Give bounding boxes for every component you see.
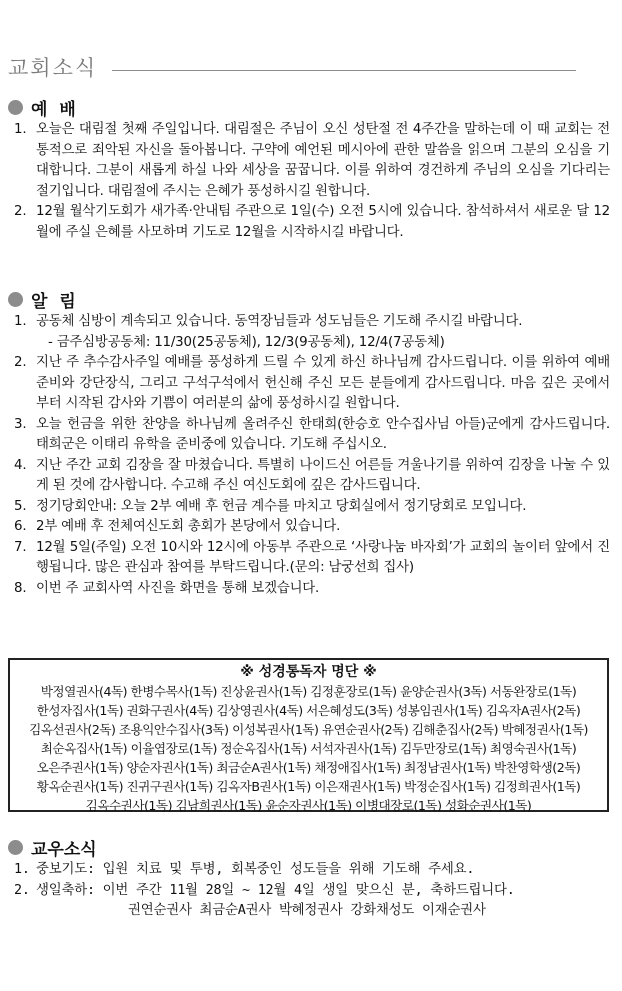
list-item	[8, 353, 614, 415]
list-item	[8, 860, 614, 881]
list-item	[8, 312, 614, 353]
worship-list	[8, 120, 614, 243]
item-number: 2.	[14, 882, 30, 898]
item-number: 7.	[14, 539, 27, 555]
worship-title: 예 배	[31, 99, 79, 120]
item-text: 중보기도: 입원 치료 및 투병, 회복중인 성도들을 위해 기도해 주세요.	[36, 862, 475, 877]
worship-section	[8, 96, 614, 243]
item-text: 정기당회안내: 오늘 2부 예배 후 헌금 계수를 마치고 당회실에서 정기당회로 모입니다.	[36, 498, 527, 514]
roster-line: 황옥순권사(1독) 진귀구권사(1독) 김옥자B권사(1독) 이은재권사(1독) 박정순집사(1독) 김정희권사(1독)	[36, 779, 581, 794]
circle-bullet-icon	[8, 292, 23, 307]
list-item	[8, 881, 614, 922]
members-section	[8, 836, 614, 922]
item-number: 5.	[14, 498, 27, 514]
item-number: 1.	[14, 314, 27, 329]
roster-line: 박정열권사(4독) 한병수목사(1독) 진상윤권사(1독) 김정훈장로(1독) 윤양순권사(3독) 서동완장로(1독)	[40, 684, 577, 699]
roster-line: 최순옥집사(1독) 이율엽장로(1독) 정순옥집사(1독) 서석자권사(1독) 김두만장로(1독) 최영숙권사(1독)	[40, 741, 577, 756]
visit-schedule: - 금주심방공동체: 11/30(25공동체), 12/3(9공동체), 12/4(7공동체)	[48, 334, 445, 350]
title-divider	[112, 70, 576, 71]
list-item	[8, 538, 614, 579]
list-item	[8, 120, 614, 202]
members-list	[8, 860, 614, 922]
item-text: 공동체 심방이 계속되고 있습니다. 동역장님들과 성도님들은 기도해 주시길 바랍니다.	[36, 314, 523, 329]
circle-bullet-icon	[8, 100, 23, 115]
list-item	[8, 456, 614, 497]
item-number: 3.	[14, 416, 27, 432]
item-text: 오늘 헌금을 위한 찬양을 하나님께 올려주신 한태희(한승호 안수집사님 아들)군에게 감사드립니다. 태희군은 이태리 유학을 준비중에 있습니다. 기도해 주십시오.	[36, 416, 610, 452]
list-item	[8, 202, 614, 243]
notices-list	[8, 312, 614, 599]
item-text: 2부 예배 후 전체여신도회 총회가 본당에서 있습니다.	[36, 519, 341, 534]
bible-reading-roster	[8, 658, 609, 812]
notices-header	[8, 288, 614, 310]
item-text: 지난 주 추수감사주일 예배를 풍성하게 드릴 수 있게 하신 하나님께 감사드립니다. 이를 위하여 예배준비와 강단장식, 그리고 구석구석에서 헌신해 주신 모든 분들에게 감사드립니다. 마음 깊은 곳에서부터 시작된 감사와 기쁨이 여러분의 삶에 풍성하시길 원합니다.	[36, 355, 610, 411]
members-header	[8, 836, 614, 858]
page-title: 교회소식	[8, 56, 98, 80]
worship-header	[8, 96, 614, 118]
roster-line: 김옥선권사(2독) 조용익안수집사(3독) 이성복권사(1독) 유연순권사(2독) 김해춘집사(2독) 박혜정권사(1독)	[29, 722, 588, 737]
birthday-names: 권연순권사 최금순A권사 박혜정권사 강화채성도 이재순권사	[128, 903, 486, 918]
notices-title: 알 림	[31, 291, 79, 312]
roster-line: 한성자집사(1독) 권화구권사(4독) 김상영권사(4독) 서은혜성도(3독) 성봉임권사(1독) 김옥자A권사(2독)	[36, 703, 581, 718]
list-item	[8, 415, 614, 456]
roster-line: 오은주권사(1독) 양순자권사(1독) 최금순A권사(1독) 채정애집사(1독) 최정남권사(1독) 박찬영학생(2독)	[36, 760, 581, 775]
list-item	[8, 579, 614, 600]
circle-bullet-icon	[8, 840, 23, 855]
item-number: 6.	[14, 519, 27, 534]
members-title: 교우소식	[31, 839, 97, 860]
notices-section	[8, 288, 614, 599]
item-text: 생일축하: 이번 주간 11월 28일 ~ 12월 4일 생일 맞으신 분, 축하드립니다.	[36, 882, 515, 898]
item-text: 지난 주간 교회 김장을 잘 마쳤습니다. 특별히 나이드신 어른들 겨울나기를 위하여 김장을 나눌 수 있게 된 것에 감사합니다. 수고해 주신 여신도회에 깊은 감사드립니다.	[36, 457, 610, 493]
item-number: 4.	[14, 457, 27, 473]
item-number: 2.	[14, 204, 27, 219]
roster-line: 김옥수권사(1독) 김남희권사(1독) 윤순자권사(1독) 이병대장로(1독) 성화순권사(1독)	[85, 798, 532, 813]
item-text: 오늘은 대림절 첫째 주일입니다. 대림절은 주님이 오신 성탄절 전 4주간을 말하는데 이 때 교회는 전통적으로 죄악된 자신을 돌아봅니다. 구약에 예언된 메시아에 관한 말씀을 읽으며 그분의 오심을 기대합니다. 그분이 새롭게 하실 나와 세상을 꿈꿉니다. 이를 위하여 경건하게 주님의 오심을 기다리는 절기입니다. 대림절에 주시는 은혜가 풍성하시길 원합니다.	[36, 122, 610, 199]
roster-title: ※ 성경통독자 명단 ※	[240, 664, 377, 680]
list-item	[8, 497, 614, 518]
item-number: 1.	[14, 122, 27, 137]
item-text: 12월 월삭기도회가 새가족·안내팀 주관으로 1일(수) 오전 5시에 있습니다. 참석하셔서 새로운 달 12월에 주실 은혜를 사모하며 기도로 12월을 시작하시길 바랍니다.	[36, 204, 610, 240]
item-number: 2.	[14, 355, 27, 370]
item-number: 1.	[14, 862, 30, 877]
item-number: 8.	[14, 580, 27, 596]
item-text: 12월 5일(주일) 오전 10시와 12시에 아동부 주관으로 ‘사랑나눔 바자회’가 교회의 놀이터 앞에서 진행됩니다. 많은 관심과 참여를 부탁드립니다.(문의: 남궁선희 집사)	[36, 539, 610, 575]
list-item	[8, 517, 614, 538]
item-text: 이번 주 교회사역 사진을 화면을 통해 보겠습니다.	[36, 580, 320, 596]
